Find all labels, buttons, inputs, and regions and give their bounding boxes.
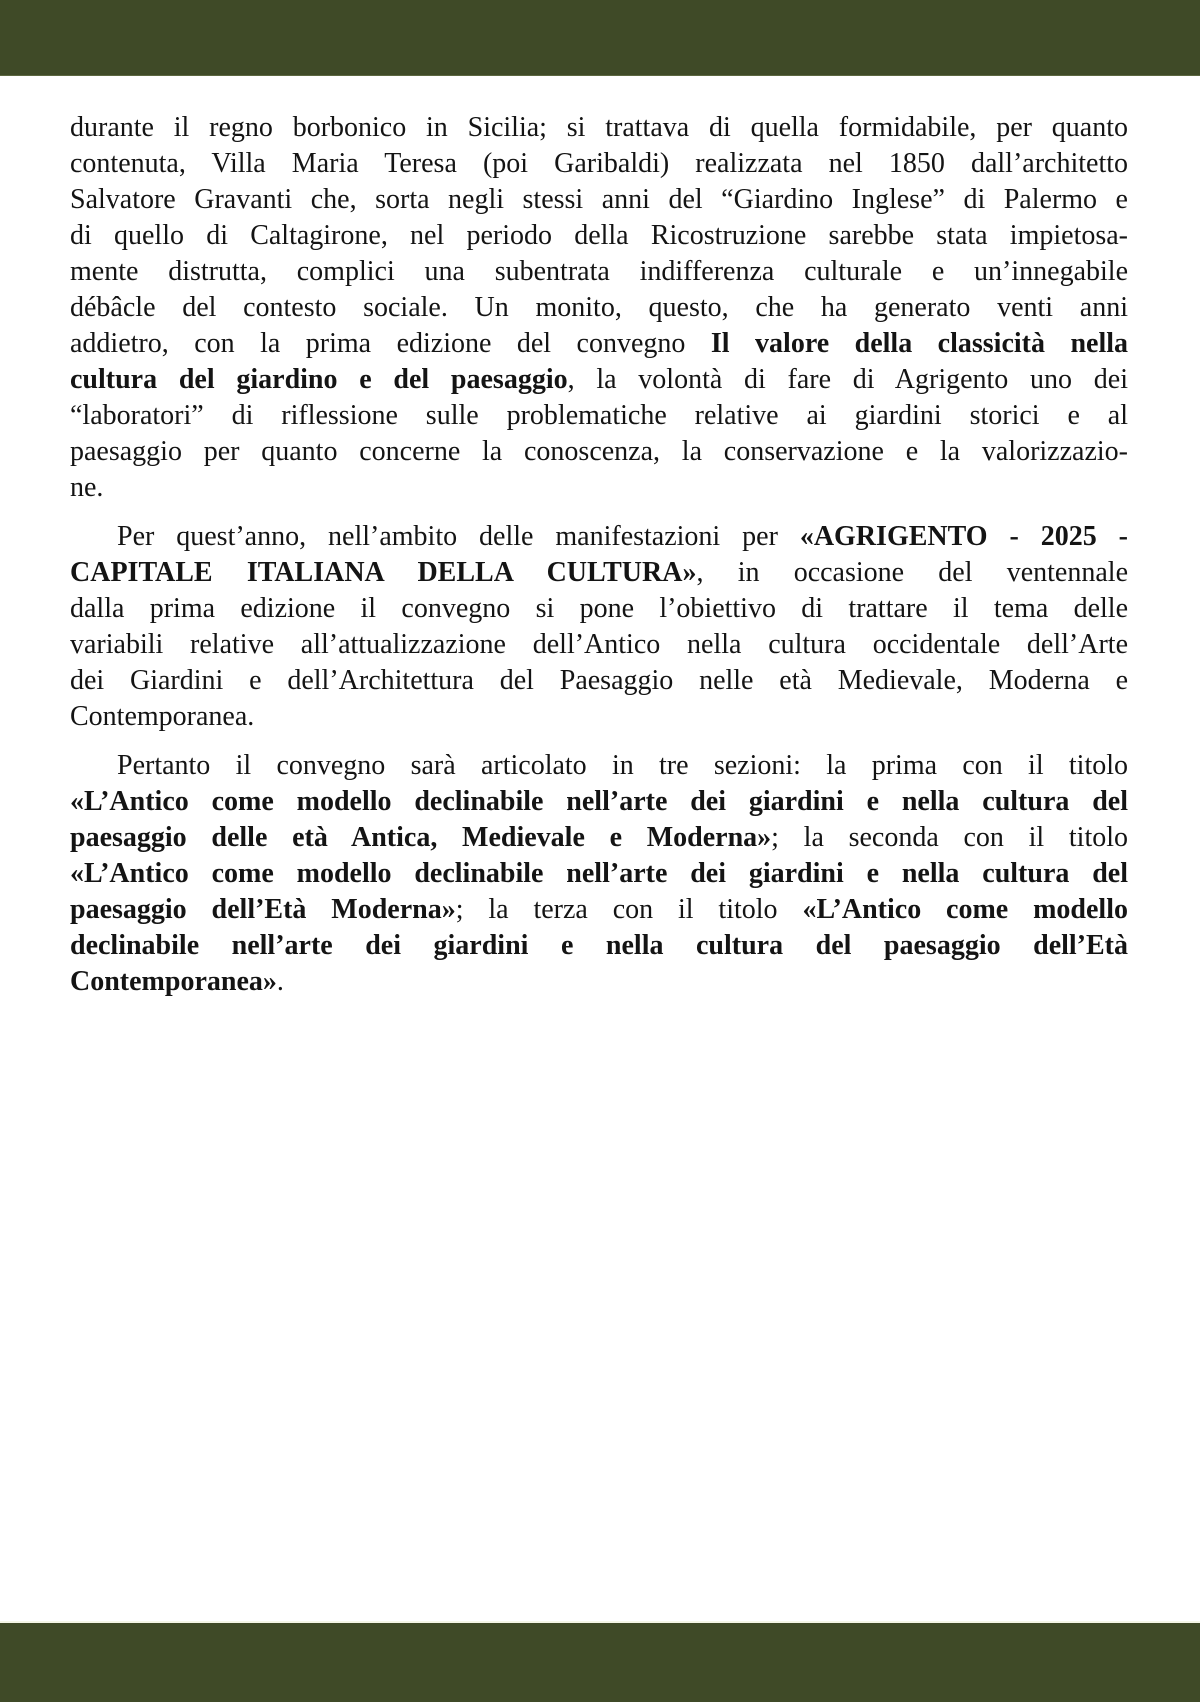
text-run: débâcle del contesto sociale. Un monito, questo, che ha generato venti anni xyxy=(70,292,1128,323)
text-run: ; la seconda con il titolo xyxy=(771,822,1128,853)
text-line xyxy=(70,182,1128,218)
bold-text-run: paesaggio dell’Età Moderna» xyxy=(70,894,456,925)
text-run: paesaggio per quanto concerne la conoscenza, la conservazione e la valorizzazio- xyxy=(70,436,1128,467)
text-run: dalla prima edizione il convegno si pone l’obiettivo di trattare il tema delle xyxy=(70,593,1128,624)
text-run: ; la terza con il titolo xyxy=(455,894,803,925)
bold-text-run: cultura del giardino e del paesaggio xyxy=(70,364,568,395)
bold-text-run: CAPITALE ITALIANA DELLA CULTURA» xyxy=(70,557,697,588)
text-line xyxy=(70,964,1128,1000)
text-line xyxy=(70,820,1128,856)
paragraph xyxy=(70,110,1128,506)
text-line xyxy=(70,784,1128,820)
text-run: Salvatore Gravanti che, sorta negli stessi anni del “Giardino Inglese” di Palermo e xyxy=(70,184,1128,215)
text-run: . xyxy=(276,966,284,997)
text-run: durante il regno borbonico in Sicilia; si trattava di quella formidabile, per quanto xyxy=(70,112,1128,143)
top-decoration-bar xyxy=(0,0,1200,76)
text-line xyxy=(70,254,1128,290)
text-line xyxy=(70,398,1128,434)
paragraph xyxy=(70,519,1128,735)
text-run: , la volontà di fare di Agrigento uno dei xyxy=(567,364,1128,395)
text-line xyxy=(70,326,1128,362)
bold-text-run: Il valore della classicità nella xyxy=(710,328,1129,359)
bold-text-run: «L’Antico come modello declinabile nell’arte dei giardini e nella cultura del xyxy=(70,858,1128,889)
text-line xyxy=(70,627,1128,663)
text-line xyxy=(70,928,1128,964)
text-run: Per quest’anno, nell’ambito delle manifestazioni per xyxy=(117,521,800,552)
text-run: ne. xyxy=(70,472,104,503)
text-line xyxy=(70,434,1128,470)
bottom-decoration-bar xyxy=(0,1621,1200,1702)
text-line xyxy=(70,892,1128,928)
text-run: addietro, con la prima edizione del convegno xyxy=(70,328,711,359)
text-line xyxy=(70,555,1128,591)
text-run: mente distrutta, complici una subentrata indifferenza culturale e un’innegabile xyxy=(70,256,1128,287)
text-line xyxy=(70,591,1128,627)
text-run: variabili relative all’attualizzazione dell’Antico nella cultura occidentale dell’Arte xyxy=(70,629,1128,660)
text-run: Pertanto il convegno sarà articolato in tre sezioni: la prima con il titolo xyxy=(117,750,1128,781)
text-line xyxy=(70,470,1128,506)
text-line xyxy=(70,748,1128,784)
bold-text-run: «AGRIGENTO - 2025 - xyxy=(799,521,1129,552)
text-line xyxy=(70,856,1128,892)
text-line xyxy=(70,146,1128,182)
text-line xyxy=(70,699,1128,735)
text-run: , in occasione del ventennale xyxy=(696,557,1128,588)
text-line xyxy=(70,218,1128,254)
bold-text-run: paesaggio delle età Antica, Medievale e Moderna» xyxy=(70,822,772,853)
text-line xyxy=(70,362,1128,398)
text-line xyxy=(70,519,1128,555)
text-run: “laboratori” di riflessione sulle problematiche relative ai giardini storici e al xyxy=(70,400,1128,431)
bold-text-run: «L’Antico come modello declinabile nell’arte dei giardini e nella cultura del xyxy=(70,786,1128,817)
document-body xyxy=(70,110,1128,1000)
text-run: dei Giardini e dell’Architettura del Paesaggio nelle età Medievale, Moderna e xyxy=(70,665,1128,696)
paragraph xyxy=(70,748,1128,1000)
text-line xyxy=(70,110,1128,146)
bold-text-run: declinabile nell’arte dei giardini e nella cultura del paesaggio dell’Età xyxy=(70,930,1128,961)
text-run: Contemporanea. xyxy=(70,701,255,732)
text-line xyxy=(70,663,1128,699)
bold-text-run: Contemporanea» xyxy=(70,966,277,997)
bold-text-run: «L’Antico come modello xyxy=(802,894,1128,925)
text-run: di quello di Caltagirone, nel periodo della Ricostruzione sarebbe stata impietosa- xyxy=(70,220,1128,251)
text-line xyxy=(70,290,1128,326)
text-run: contenuta, Villa Maria Teresa (poi Garibaldi) realizzata nel 1850 dall’architetto xyxy=(70,148,1128,179)
